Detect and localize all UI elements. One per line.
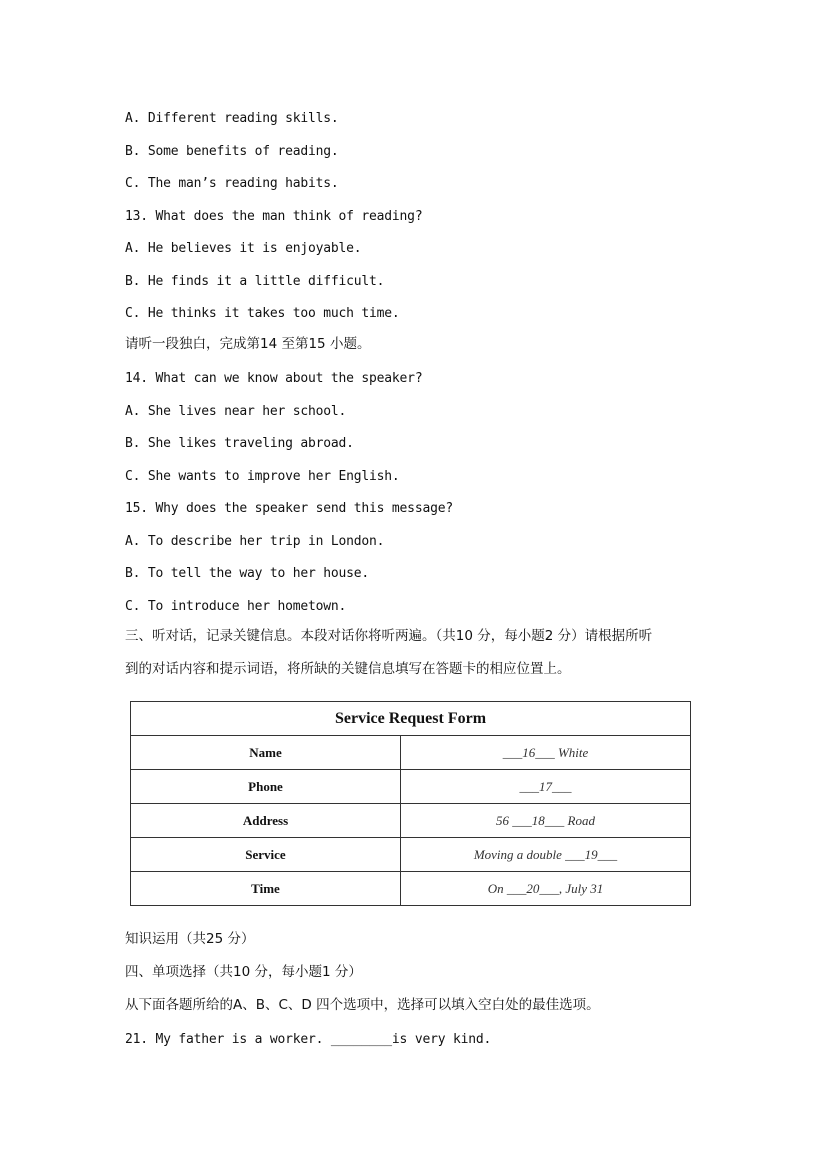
section3-instruction-line1: 三、听对话，记录关键信息。本段对话你将听两遍。（共10 分，每小题2 分）请根据所听 xyxy=(125,628,653,644)
question-14-option-a: A. She lives near her school. xyxy=(125,404,347,419)
section4-instruction: 从下面各题所给的A、B、C、D 四个选项中，选择可以填入空白处的最佳选项。 xyxy=(125,997,600,1013)
row-value-time: On ___20___, July 31 xyxy=(401,872,691,906)
row-label-service: Service xyxy=(131,838,401,872)
table-row xyxy=(131,872,691,906)
option-a-reading-skills: A. Different reading skills. xyxy=(125,111,339,126)
row-value-phone: ___17___ xyxy=(401,770,691,804)
question-14: 14. What can we know about the speaker? xyxy=(125,371,423,386)
row-label-time: Time xyxy=(131,872,401,906)
section4-heading: 四、单项选择（共10 分，每小题1 分） xyxy=(125,964,362,980)
table-row xyxy=(131,736,691,770)
question-15-option-c: C. To introduce her hometown. xyxy=(125,599,347,614)
question-15-option-b: B. To tell the way to her house. xyxy=(125,566,370,581)
table-row xyxy=(131,804,691,838)
row-value-address: 56 ___18___ Road xyxy=(401,804,691,838)
question-14-option-b: B. She likes traveling abroad. xyxy=(125,436,354,451)
option-c-habits: C. The man’s reading habits. xyxy=(125,176,339,191)
question-13-option-c: C. He thinks it takes too much time. xyxy=(125,306,400,321)
row-label-phone: Phone xyxy=(131,770,401,804)
question-14-option-c: C. She wants to improve her English. xyxy=(125,469,400,484)
part2-heading: 知识运用（共25 分） xyxy=(125,931,255,947)
question-13-option-a: A. He believes it is enjoyable. xyxy=(125,241,362,256)
question-21: 21. My father is a worker. ________is very kind. xyxy=(125,1032,492,1047)
question-13-option-b: B. He finds it a little difficult. xyxy=(125,274,385,289)
option-b-benefits: B. Some benefits of reading. xyxy=(125,144,339,159)
row-value-service: Moving a double ___19___ xyxy=(401,838,691,872)
question-15-option-a: A. To describe her trip in London. xyxy=(125,534,385,549)
section3-instruction-line2: 到的对话内容和提示词语，将所缺的关键信息填写在答题卡的相应位置上。 xyxy=(125,661,571,677)
instruction-14-15: 请听一段独白，完成第14 至第15 小题。 xyxy=(125,336,371,352)
service-request-form xyxy=(130,701,691,906)
question-13: 13. What does the man think of reading? xyxy=(125,209,423,224)
row-label-name: Name xyxy=(131,736,401,770)
table-row xyxy=(131,838,691,872)
form-title: Service Request Form xyxy=(131,702,691,736)
row-label-address: Address xyxy=(131,804,401,838)
row-value-name: ___16___ White xyxy=(401,736,691,770)
table-row xyxy=(131,770,691,804)
question-15: 15. Why does the speaker send this message? xyxy=(125,501,453,516)
